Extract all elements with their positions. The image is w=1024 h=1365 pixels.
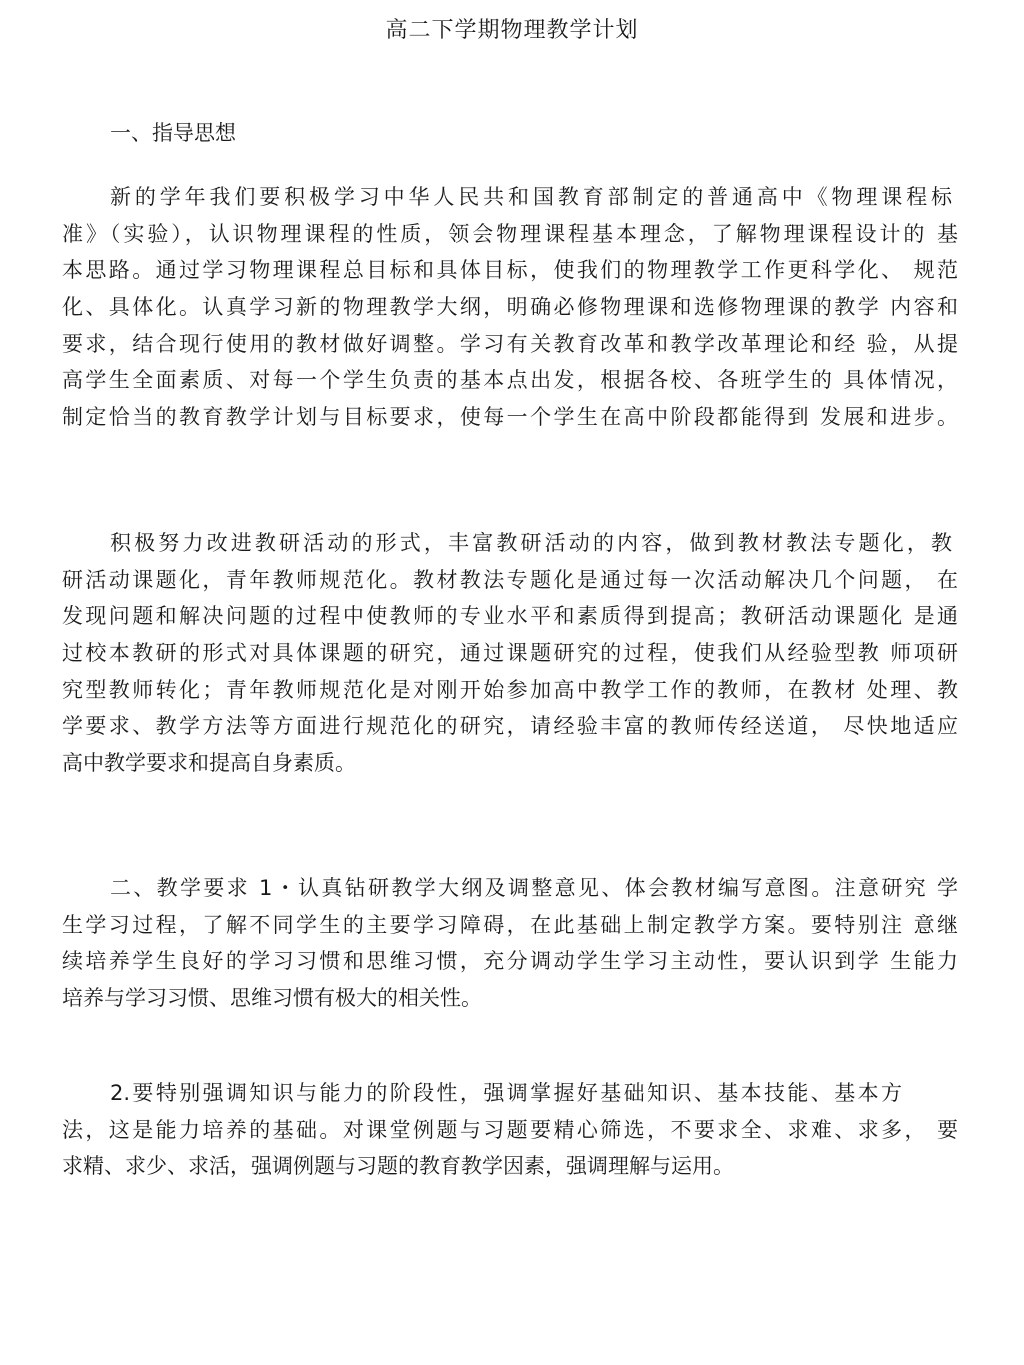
paragraph-line: 学要求、教学方法等方面进行规范化的研究，请经验丰富的教师传经送道， 尽快地适应: [62, 714, 958, 739]
paragraph-3: [62, 870, 958, 1017]
paragraph-1: [62, 179, 958, 436]
paragraph-line: 化、具体化。认真学习新的物理教学大纲，明确必修物理课和选修物理课的教学 内容和: [62, 295, 958, 320]
paragraph-line: 法，这是能力培养的基础。对课堂例题与习题要精心筛选，不要求全、求难、求多， 要: [62, 1117, 958, 1142]
paragraph-line: 高学生全面素质、对每一个学生负责的基本点出发，根据各校、各班学生的 具体情况，: [62, 368, 958, 393]
paragraph-line: 准》（实验），认识物理课程的性质，领会物理课程基本理念，了解物理课程设计的 基: [62, 221, 958, 246]
paragraph-line: 本思路。通过学习物理课程总目标和具体目标，使我们的物理教学工作更科学化、 规范: [62, 258, 958, 283]
paragraph-4: [62, 1075, 958, 1185]
paragraph-line: 2.要特别强调知识与能力的阶段性，强调掌握好基础知识、基本技能、基本方: [110, 1081, 902, 1105]
section-heading-guiding-thought: 一、指导思想: [110, 121, 236, 145]
document-title: 高二下学期物理教学计划: [385, 18, 639, 43]
paragraph-line: 培养与学习习惯、思维习惯有极大的相关性。: [62, 986, 482, 1011]
paragraph-line: 研活动课题化，青年教师规范化。教材教法专题化是通过每一次活动解决几个问题， 在: [62, 567, 958, 592]
paragraph-2: [62, 525, 958, 782]
paragraph-line: 求精、求少、求活，强调例题与习题的教育教学因素，强调理解与运用。: [62, 1154, 734, 1179]
paragraph-line: 制定恰当的教育教学计划与目标要求，使每一个学生在高中阶段都能得到 发展和进步。: [62, 405, 958, 430]
paragraph-line: 过校本教研的形式对具体课题的研究，通过课题研究的过程，使我们从经验型教 师项研: [62, 641, 958, 666]
paragraph-line: 生学习过程，了解不同学生的主要学习障碍，在此基础上制定教学方案。要特别注 意继: [62, 912, 958, 937]
paragraph-line: 发现问题和解决问题的过程中使教师的专业水平和素质得到提高；教研活动课题化 是通: [62, 604, 958, 629]
paragraph-line: 要求，结合现行使用的教材做好调整。学习有关教育改革和教学改革理论和经 验，从提: [62, 331, 958, 356]
paragraph-line: 高中教学要求和提高自身素质。: [62, 751, 356, 776]
paragraph-line: 续培养学生良好的学习习惯和思维习惯，充分调动学生学习主动性，要认识到学 生能力: [62, 949, 958, 974]
paragraph-line: 二、教学要求 1・认真钻研教学大纲及调整意见、体会教材编写意图。注意研究 学: [110, 876, 958, 900]
paragraph-line: 究型教师转化；青年教师规范化是对刚开始参加高中教学工作的教师，在教材 处理、教: [62, 677, 958, 702]
paragraph-line: 积极努力改进教研活动的形式，丰富教研活动的内容，做到教材教法专题化，教: [110, 531, 952, 555]
paragraph-line: 新的学年我们要积极学习中华人民共和国教育部制定的普通高中《物理课程标: [110, 185, 952, 209]
